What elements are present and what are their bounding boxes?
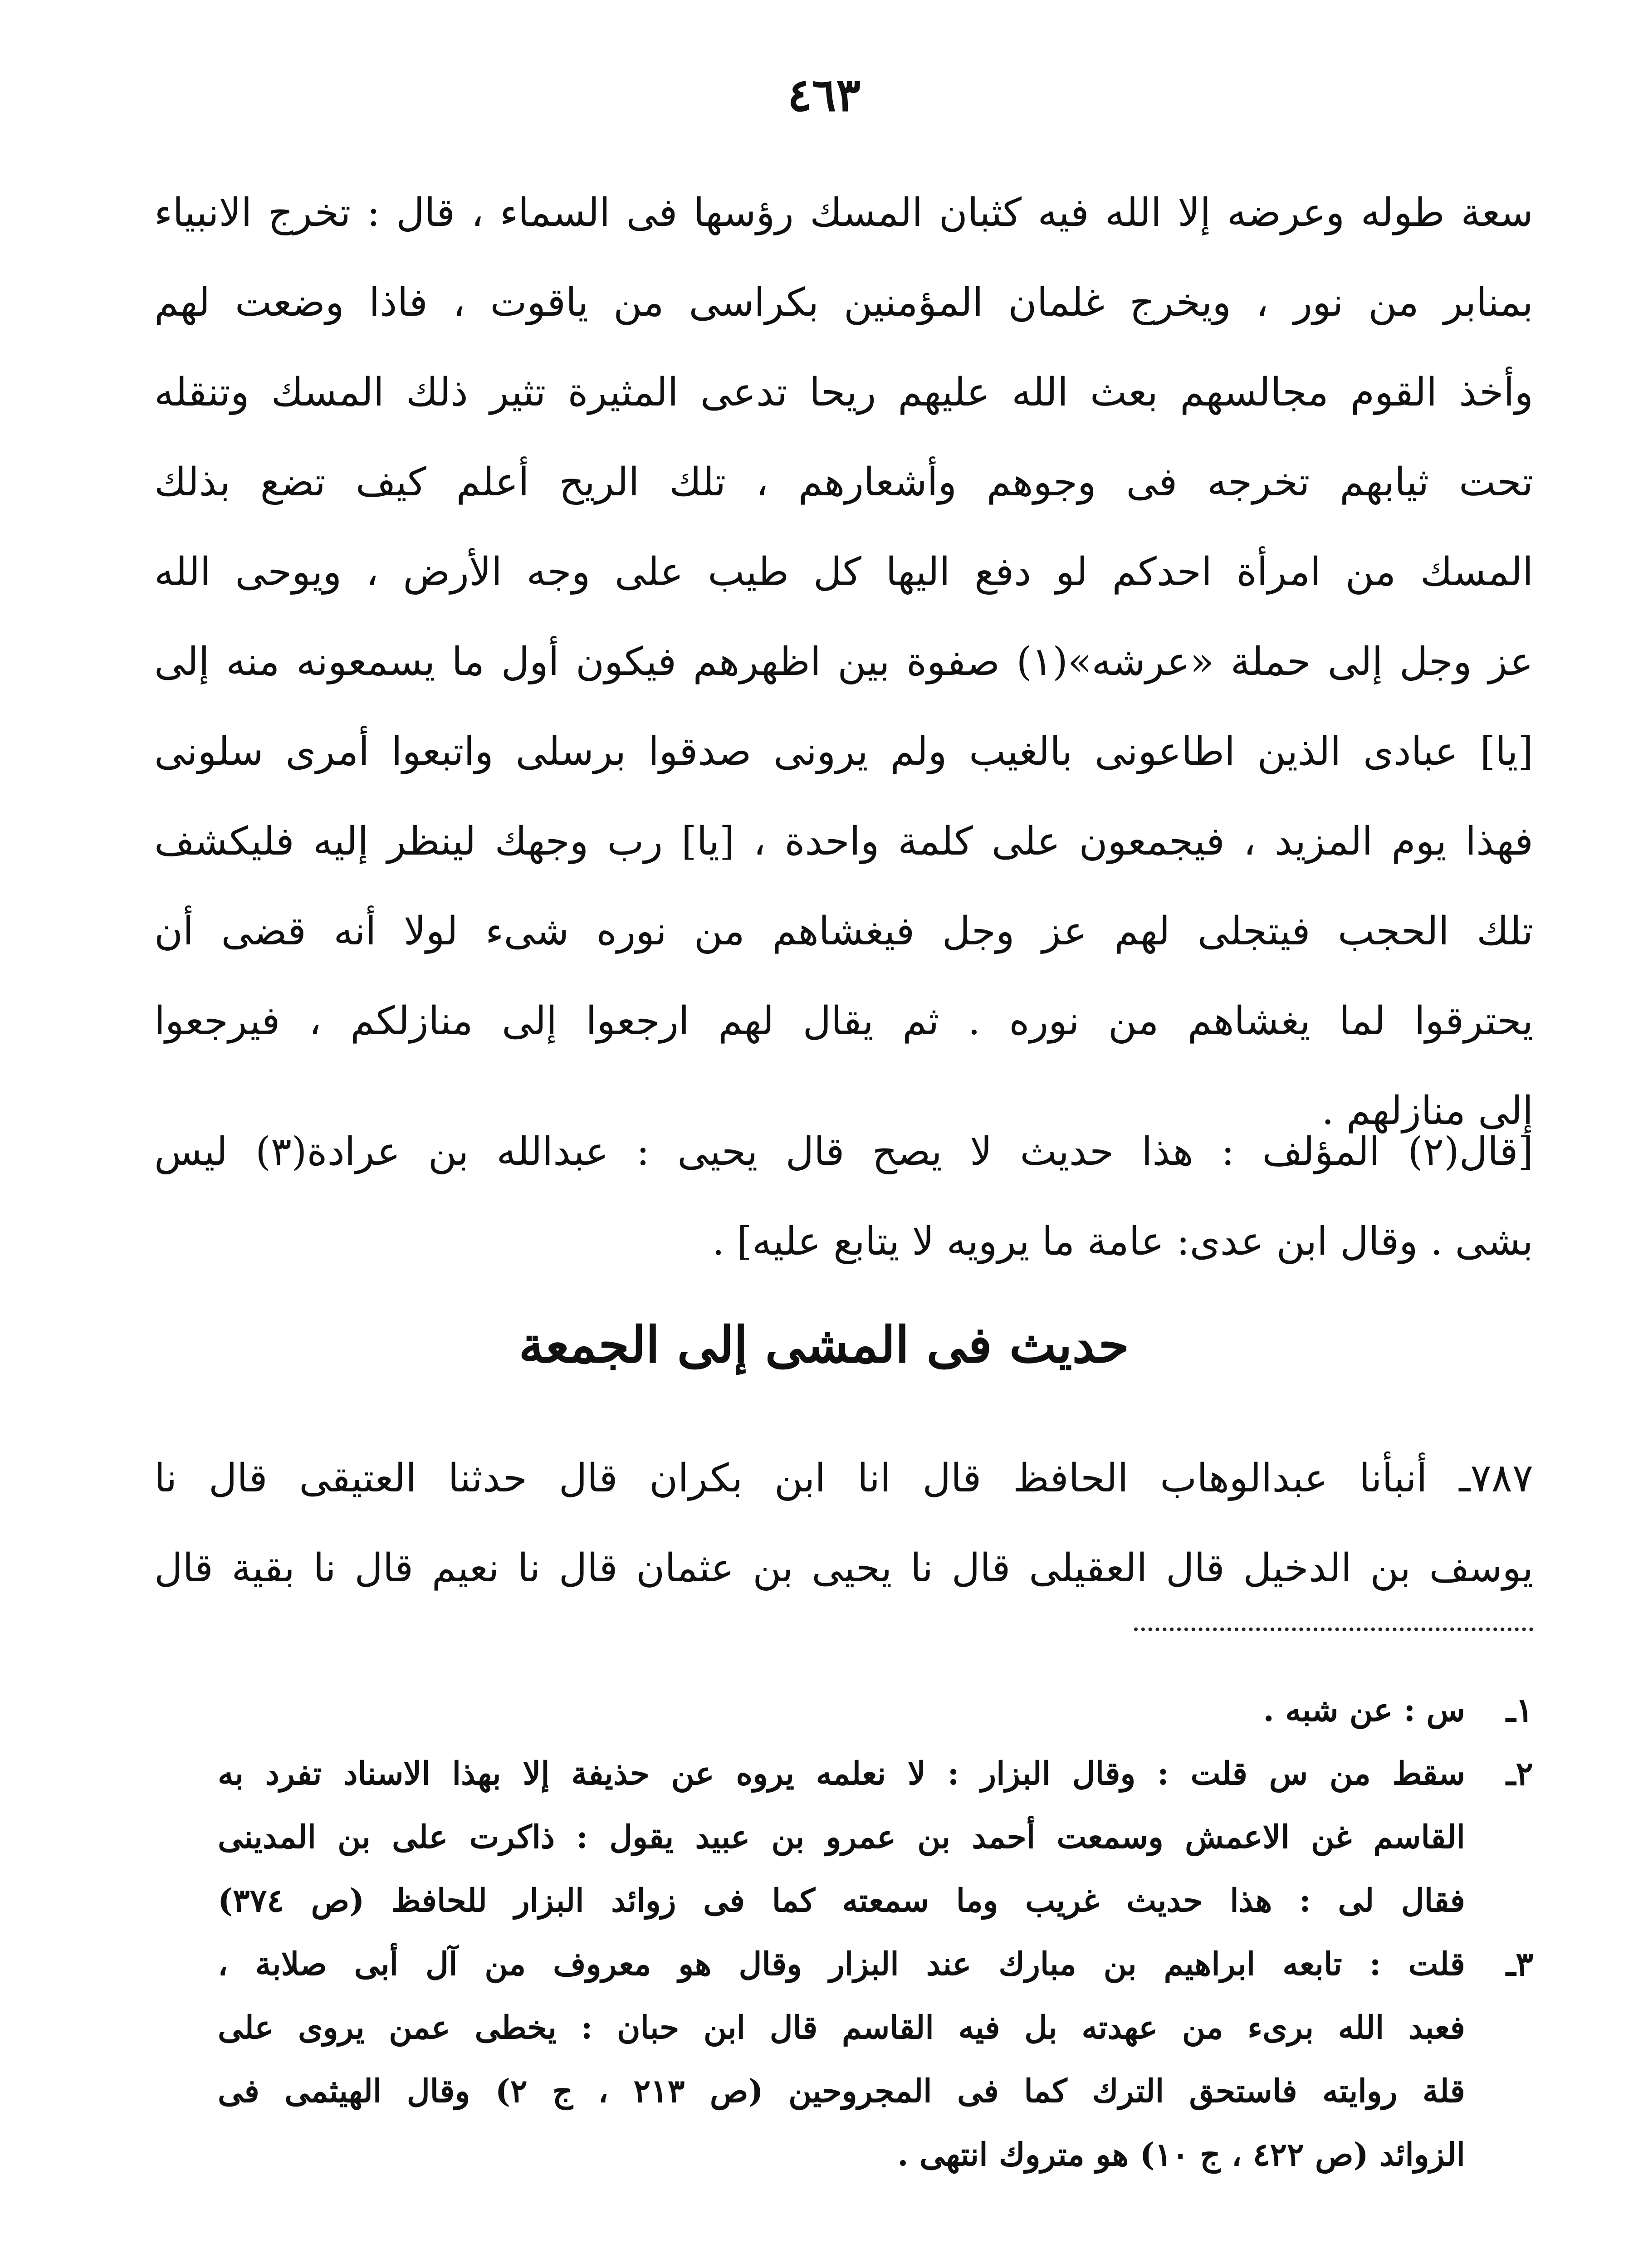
text-line: بشى . وقال ابن عدى: عامة ما يرويه لا يتابع عليه] .: [712, 1219, 1533, 1264]
footnote-line: قلت : تابعه ابراهيم بن مبارك عند البزار وقال هو معروف من آل أبى صلابة ،: [218, 1945, 1465, 1983]
text-line: يحترقوا لما يغشاهم من نوره . ثم يقال لهم ارجعوا إلى منازلكم ، فيرجعوا: [154, 998, 1533, 1044]
footnote-line: قلة روايته فاستحق الترك كما فى المجروحين (ص ٢١٣ ، ج ٢) وقال الهيثمى فى: [218, 2072, 1465, 2110]
footnote-line: الزوائد (ص ٤٢٢ ، ج ١٠) هو متروك انتهى .: [897, 2136, 1465, 2173]
text-line: يوسف بن الدخيل قال العقيلى قال نا يحيى بن عثمان قال نا نعيم قال نا بقية قال: [154, 1545, 1533, 1591]
hadith-paragraph: [154, 1433, 1533, 1613]
footnote-3: [218, 1932, 1533, 2186]
text-line: سعة طوله وعرضه إلا الله فيه كثبان المسك رؤسها فى السماء ، قال : تخرج الانبياء: [154, 190, 1533, 235]
author-note: [154, 1107, 1533, 1286]
footnote-line: س : عن شبه .: [1263, 1691, 1465, 1729]
section-heading: حديث فى المشى إلى الجمعة: [518, 1315, 1130, 1374]
footnote-number: ٢ـ: [1506, 1754, 1533, 1793]
footnote-divider: [1134, 1628, 1533, 1631]
page-number: ٤٦٣: [787, 68, 861, 122]
footnote-line: القاسم غن الاعمش وسمعت أحمد بن عمرو بن عبيد يقول : ذاكرت على بن المدينى: [218, 1818, 1465, 1856]
text-line: تحت ثيابهم تخرجه فى وجوهم وأشعارهم ، تلك الريح أعلم كيف تضع بذلك: [154, 459, 1533, 505]
footnote-1: [218, 1678, 1533, 1742]
text-line: عز وجل إلى حملة «عرشه»(١) صفوة بين اظهرهم فيكون أول ما يسمعونه منه إلى: [154, 639, 1533, 684]
text-line: تلك الحجب فيتجلى لهم عز وجل فيغشاهم من نوره شىء لولا أنه قضى أن: [154, 909, 1533, 954]
text-line: وأخذ القوم مجالسهم بعث الله عليهم ريحا تدعى المثيرة تثير ذلك المسك وتنقله: [154, 370, 1533, 415]
footnote-number: ٣ـ: [1506, 1945, 1533, 1983]
text-line: [قال(٢) المؤلف : هذا حديث لا يصح قال يحيى : عبدالله بن عرادة(٣) ليس: [154, 1129, 1533, 1174]
text-line: فهذا يوم المزيد ، فيجمعون على كلمة واحدة ، [يا] رب وجهك لينظر إليه فليكشف: [154, 819, 1533, 864]
text-line: إلى منازلهم .: [1321, 1088, 1533, 1134]
text-line: المسك من امرأة احدكم لو دفع اليها كل طيب على وجه الأرض ، ويوحى الله: [154, 549, 1533, 595]
footnote-line: سقط من س قلت : وقال البزار : لا نعلمه يروه عن حذيفة إلا بهذا الاسناد تفرد به: [218, 1755, 1465, 1792]
text-line: ٧٨٧ـ أنبأنا عبدالوهاب الحافظ قال انا ابن بكران قال حدثنا العتيقى قال نا: [154, 1456, 1533, 1501]
footnote-line: فقال لى : هذا حديث غريب وما سمعته كما فى زوائد البزار للحافظ (ص ٣٧٤): [218, 1882, 1465, 1919]
text-line: بمنابر من نور ، ويخرج غلمان المؤمنين بكراسى من ياقوت ، فاذا وضعت لهم: [154, 280, 1533, 325]
text-line: [يا] عبادى الذين اطاعونى بالغيب ولم يرونى صدقوا برسلى واتبعوا أمرى سلونى: [154, 729, 1533, 774]
footnote-line: فعبد الله برىء من عهدته بل فيه القاسم قال ابن حبان : يخطى عمن يروى على: [218, 2009, 1465, 2046]
footnote-number: ١ـ: [1506, 1691, 1533, 1729]
footnotes: [218, 1678, 1533, 2186]
main-paragraph: [154, 168, 1533, 1156]
footnote-2: [218, 1742, 1533, 1932]
